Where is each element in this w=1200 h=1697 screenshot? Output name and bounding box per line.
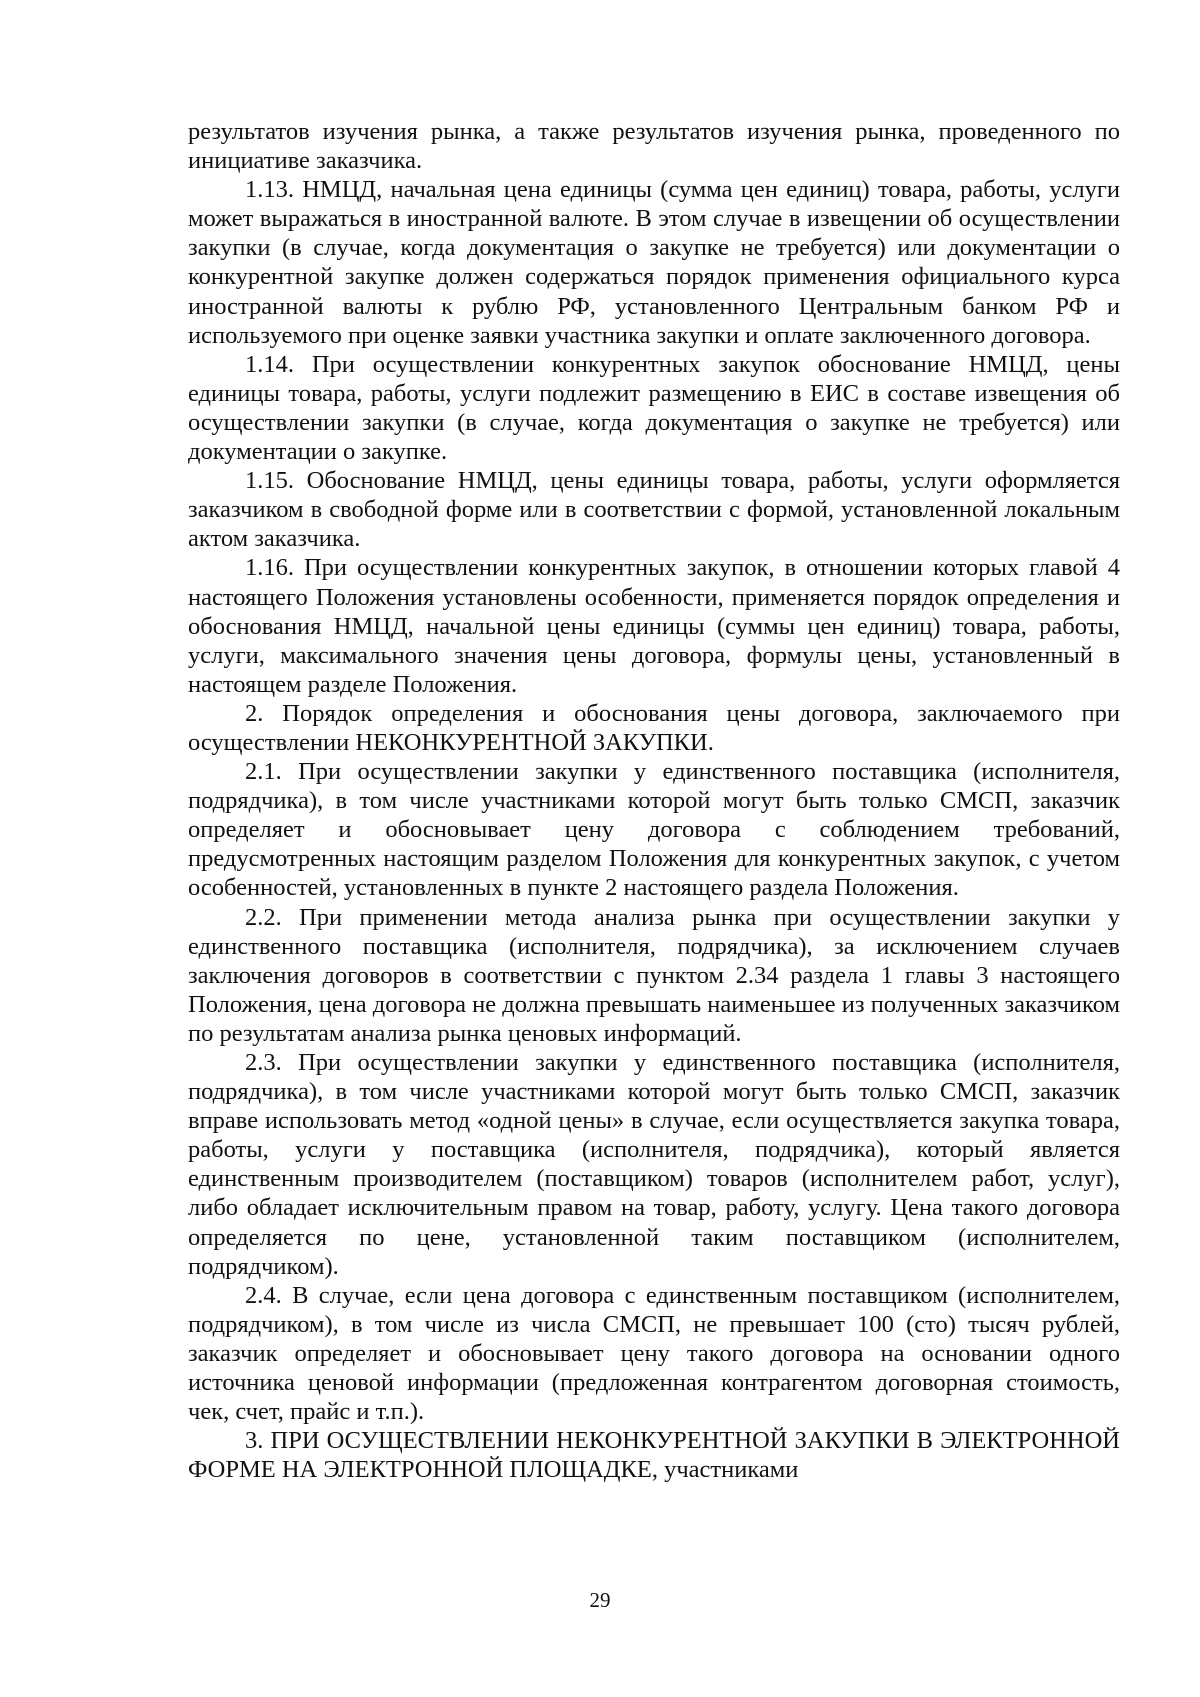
paragraph-2-1: 2.1. При осуществлении закупки у единственного поставщика (исполнителя, подрядчика), в том числе участниками которой могут быть только СМСП, заказчик определяет и обосновывает цену договора с соблюдением требований, предусмотренных настоящим разделом Положения для конкурентных закупок, с учетом особенностей, установленных в пункте 2 настоящего раздела Положения. [188, 758, 1120, 902]
paragraph-1-15: 1.15. Обоснование НМЦД, цены единицы товара, работы, услуги оформляется заказчиком в свободной форме или в соответствии с формой, установленной локальным актом заказчика. [188, 467, 1120, 553]
paragraph-2: 2. Порядок определения и обоснования цены договора, заключаемого при осуществлении НЕКОНКУРЕНТНОЙ ЗАКУПКИ. [188, 699, 1120, 756]
paragraph-1-16: 1.16. При осуществлении конкурентных закупок, в отношении которых главой 4 настоящего Положения установлены особенности, применяется порядок определения и обоснования НМЦД, начальной цены единицы (суммы цен единиц) товара, работы, услуги, максимального значения цены договора, формулы цены, установленный в настоящем разделе Положения. [188, 554, 1120, 698]
paragraph-1-12-continuation: результатов изучения рынка, а также результатов изучения рынка, проведенного по инициативе заказчика. [188, 118, 1120, 175]
paragraph-3: 3. ПРИ ОСУЩЕСТВЛЕНИИ НЕКОНКУРЕНТНОЙ ЗАКУПКИ В ЭЛЕКТРОННОЙ ФОРМЕ НА ЭЛЕКТРОННОЙ ПЛОЩАДКЕ, участниками [188, 1427, 1120, 1484]
paragraph-2-4: 2.4. В случае, если цена договора с единственным поставщиком (исполнителем, подрядчиком), в том числе из числа СМСП, не превышает 100 (сто) тысяч рублей, заказчик определяет и обосновывает цену такого договора на основании одного источника ценовой информации (предложенная контрагентом договорная стоимость, чек, счет, прайс и т.п.). [188, 1281, 1120, 1426]
paragraph-2-2: 2.2. При применении метода анализа рынка при осуществлении закупки у единственного поставщика (исполнителя, подрядчика), за исключением случаев заключения договоров в соответствии с пунктом 2.34 раздела 1 главы 3 настоящего Положения, цена договора не должна превышать наименьшее из полученных заказчиком по результатам анализа рынка ценовых информаций. [188, 903, 1120, 1047]
paragraph-1-14: 1.14. При осуществлении конкурентных закупок обоснование НМЦД, цены единицы товара, работы, услуги подлежит размещению в ЕИС в составе извещения об осуществлении закупки (в случае, когда документация о закупке не требуется) или документации о закупке. [188, 350, 1120, 466]
page-number: 29 [589, 1588, 611, 1612]
document-body [188, 117, 1120, 1484]
paragraph-2-3: 2.3. При осуществлении закупки у единственного поставщика (исполнителя, подрядчика), в том числе участниками которой могут быть только СМСП, заказчик вправе использовать метод «одной цены» в случае, если осуществляется закупка товара, работы, услуги у поставщика (исполнителя, подрядчика), который является единственным производителем (поставщиком) товаров (исполнителем работ, услуг), либо обладает исключительным правом на товар, работу, услугу. Цена такого договора определяется по цене, установленной таким поставщиком (исполнителем, подрядчиком). [188, 1049, 1120, 1280]
paragraph-1-13: 1.13. НМЦД, начальная цена единицы (сумма цен единиц) товара, работы, услуги может выражаться в иностранной валюте. В этом случае в извещении об осуществлении закупки (в случае, когда документация о закупке не требуется) или документации о конкурентной закупке должен содержаться порядок применения официального курса иностранной валюты к рублю РФ, установленного Центральным банком РФ и используемого при оценке заявки участника закупки и оплате заключенного договора. [188, 176, 1120, 349]
